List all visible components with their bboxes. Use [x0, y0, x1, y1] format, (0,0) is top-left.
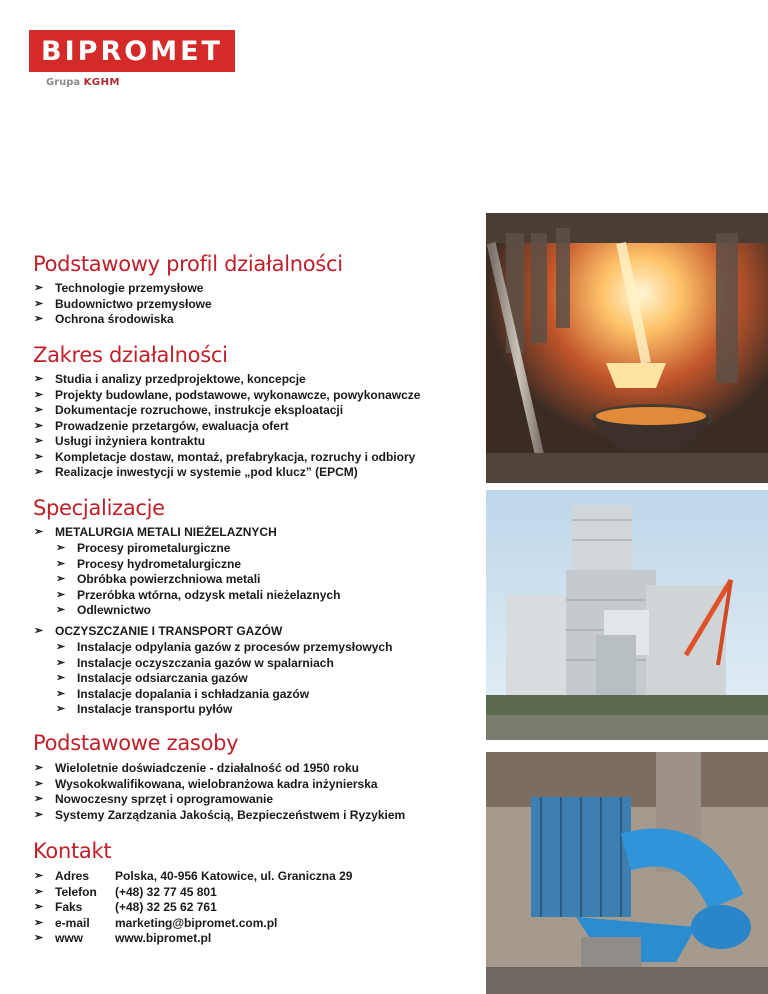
bullet-arrow-icon: ➢ [56, 573, 66, 585]
bullet-arrow-icon: ➢ [34, 762, 44, 774]
bullet-arrow-icon: ➢ [34, 885, 44, 898]
heading-profile: Podstawowy profil działalności [33, 252, 343, 276]
bullet-arrow-icon: ➢ [56, 588, 66, 601]
contact-row [33, 931, 352, 947]
contact-key: Faks [55, 900, 83, 914]
contact-list [33, 869, 352, 947]
specializations-group-2-items [55, 640, 392, 718]
list-item-group-label: ➢ OCZYSZCZANIE I TRANSPORT GAZÓW [34, 624, 283, 638]
heading-contact: Kontakt [33, 839, 112, 863]
bullet-arrow-icon: ➢ [34, 870, 44, 882]
bullet-arrow-icon: ➢ [34, 435, 44, 447]
list-item: ➢ Wieloletnie doświadczenie - działalność od 1950 roku [34, 761, 359, 775]
list-item-group-label: ➢ METALURGIA METALI NIEŻELAZNYCH [34, 525, 277, 539]
list-item: ➢ Procesy pirometalurgiczne [56, 541, 231, 555]
contact-value[interactable]: www.bipromet.pl [115, 931, 212, 945]
logo-group-name: KGHM [83, 77, 120, 88]
list-item: ➢ Dokumentacje rozruchowe, instrukcje eksploatacji [34, 403, 344, 417]
contact-value: (+48) 32 77 45 801 [115, 884, 217, 899]
bullet-arrow-icon: ➢ [34, 313, 44, 325]
heading-scope: Zakres działalności [33, 343, 228, 367]
list-item: ➢ Systemy Zarządzania Jakością, Bezpieczeństwem i Ryzykiem [34, 807, 406, 822]
bullet-arrow-icon: ➢ [34, 404, 44, 416]
list-item: ➢ Projekty budowlane, podstawowe, wykonawcze, powykonawcze [34, 387, 421, 402]
list-item: ➢ Wysokokwalifikowana, wielobranżowa kadra inżynierska [34, 776, 378, 791]
contact-row [33, 900, 352, 916]
list-item: ➢ Technologie przemysłowe [34, 281, 204, 295]
bullet-arrow-icon: ➢ [34, 793, 44, 805]
scope-list [33, 372, 420, 481]
bullet-arrow-icon: ➢ [34, 932, 44, 944]
contact-row [33, 869, 352, 885]
contact-row [33, 885, 352, 901]
photo-gas-ducting [486, 752, 768, 994]
list-item: ➢ Przeróbka wtórna, odzysk metali nieżelaznych [56, 587, 341, 602]
logo-text: BIPROMET [41, 35, 223, 67]
list-item: ➢ Instalacje transportu pyłów [56, 702, 233, 716]
photo-plant-building [486, 490, 768, 740]
contact-key: e-mail [55, 915, 90, 930]
bullet-arrow-icon: ➢ [34, 625, 44, 637]
bullet-arrow-icon: ➢ [34, 297, 44, 310]
photo-furnace [486, 213, 768, 483]
bullet-arrow-icon: ➢ [56, 687, 66, 700]
logo-group-label [46, 77, 120, 88]
company-logo [29, 30, 235, 72]
contact-value: (+48) 32 25 62 761 [115, 900, 217, 914]
bullet-arrow-icon: ➢ [56, 604, 66, 616]
bullet-arrow-icon: ➢ [34, 777, 44, 790]
contact-value: Polska, 40-956 Katowice, ul. Graniczna 29 [115, 869, 353, 883]
contact-value[interactable]: marketing@bipromet.com.pl [115, 915, 278, 930]
resources-list [33, 761, 405, 823]
specializations-group-2 [33, 624, 282, 640]
list-item: ➢ Instalacje odsiarczania gazów [56, 671, 248, 685]
bullet-arrow-icon: ➢ [34, 526, 44, 538]
specializations-group-1-items [55, 541, 340, 619]
bullet-arrow-icon: ➢ [56, 672, 66, 684]
list-item: ➢ Studia i analizy przedprojektowe, koncepcje [34, 372, 306, 386]
list-item: ➢ Prowadzenie przetargów, ewaluacja ofert [34, 418, 289, 433]
list-item: ➢ Usługi inżyniera kontraktu [34, 434, 206, 448]
profile-list [33, 281, 212, 328]
list-item: ➢ Budownictwo przemysłowe [34, 296, 212, 311]
list-item: ➢ Nowoczesny sprzęt i oprogramowanie [34, 792, 274, 806]
bullet-arrow-icon: ➢ [56, 703, 66, 715]
contact-key: www [55, 931, 84, 945]
logo-group-prefix: Grupa [46, 77, 81, 88]
list-item: ➢ Procesy hydrometalurgiczne [56, 556, 242, 571]
bullet-arrow-icon: ➢ [34, 419, 44, 432]
bullet-arrow-icon: ➢ [56, 557, 66, 570]
bullet-arrow-icon: ➢ [56, 656, 66, 669]
list-item: ➢ Realizacje inwestycji w systemie „pod klucz” (EPCM) [34, 465, 358, 479]
heading-resources: Podstawowe zasoby [33, 731, 239, 755]
bullet-arrow-icon: ➢ [34, 373, 44, 385]
bullet-arrow-icon: ➢ [56, 542, 66, 554]
list-item: ➢ Obróbka powierzchniowa metali [56, 572, 261, 586]
specializations-group-1 [33, 525, 277, 541]
bullet-arrow-icon: ➢ [34, 282, 44, 294]
bullet-arrow-icon: ➢ [34, 901, 44, 913]
bullet-arrow-icon: ➢ [56, 641, 66, 653]
bullet-arrow-icon: ➢ [34, 916, 44, 929]
bullet-arrow-icon: ➢ [34, 388, 44, 401]
list-item: ➢ Odlewnictwo [56, 603, 152, 617]
contact-row [33, 916, 352, 932]
list-item: ➢ Instalacje odpylania gazów z procesów przemysłowych [56, 640, 393, 654]
bullet-arrow-icon: ➢ [34, 466, 44, 478]
heading-specializations: Specjalizacje [33, 496, 165, 520]
list-item: ➢ Instalacje dopalania i schładzania gazów [56, 686, 310, 701]
list-item: ➢ Kompletacje dostaw, montaż, prefabrykacja, rozruchy i odbiory [34, 449, 416, 464]
bullet-arrow-icon: ➢ [34, 808, 44, 821]
contact-key: Telefon [55, 884, 97, 899]
contact-key: Adres [55, 869, 90, 883]
list-item: ➢ Ochrona środowiska [34, 312, 174, 326]
bullet-arrow-icon: ➢ [34, 450, 44, 463]
list-item: ➢ Instalacje oczyszczania gazów w spalarniach [56, 655, 334, 670]
